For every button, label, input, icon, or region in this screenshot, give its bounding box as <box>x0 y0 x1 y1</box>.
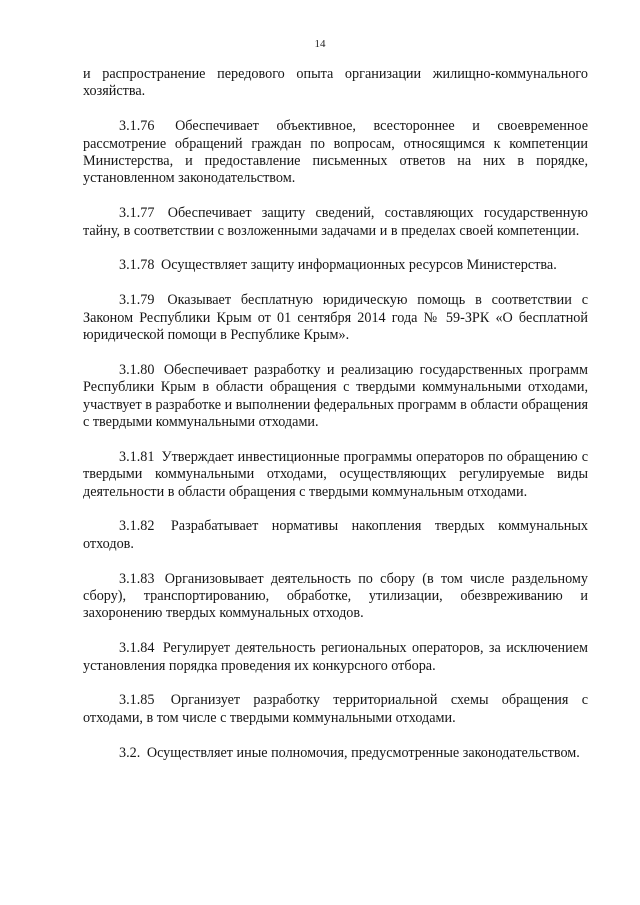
paragraph-text: Осуществляет защиту информационных ресурсов Министерства. <box>161 257 557 274</box>
paragraph-number: 3.1.83 <box>119 570 155 587</box>
paragraph-text: и распространение передового опыта организации жилищно-коммунального хозяйства. <box>83 66 588 100</box>
paragraph-number: 3.2. <box>119 744 141 761</box>
paragraph-3-2 <box>83 745 588 762</box>
paragraph-number: 3.1.77 <box>119 205 155 222</box>
paragraph-3-1-82 <box>83 518 588 553</box>
paragraph-3-1-78 <box>83 257 588 274</box>
paragraph-continuation <box>83 66 588 101</box>
paragraph-text: Обеспечивает защиту сведений, составляющих государственную тайну, в соответствии с возложенными задачами и в пределах своей компетенции. <box>83 205 589 239</box>
paragraph-3-1-80 <box>83 362 588 432</box>
paragraph-text: Утверждает инвестиционные программы операторов по обращению с твердыми коммунальными отходами, осуществляющих регулируемые виды деятельности в области обращения с твердыми коммунальным отходами. <box>83 448 589 500</box>
paragraph-text: Обеспечивает объективное, всестороннее и своевременное рассмотрение обращений граждан по вопросам, относящимся к компетенции Министерства, и предоставление письменных ответов на них в порядке, установленном законодательством. <box>83 118 588 187</box>
document-body <box>83 66 588 779</box>
paragraph-number: 3.1.76 <box>119 118 155 135</box>
paragraph-text: Обеспечивает разработку и реализацию государственных программ Республики Крым в области обращения с твердыми коммунальными отходами, участвует в разработке и выполнении федеральных программ в области обращения с твердыми коммунальными отходами. <box>83 361 588 431</box>
paragraph-3-1-81 <box>83 449 588 501</box>
paragraph-number: 3.1.81 <box>119 448 155 465</box>
paragraph-number: 3.1.85 <box>119 692 155 709</box>
paragraph-text: Осуществляет иные полномочия, предусмотренные законодательством. <box>146 744 580 761</box>
paragraph-number: 3.1.79 <box>119 292 155 309</box>
paragraph-number: 3.1.84 <box>119 640 155 657</box>
paragraph-text: Разрабатывает нормативы накопления твердых коммунальных отходов. <box>83 518 589 552</box>
page-number: 14 <box>314 38 326 50</box>
paragraph-text: Регулирует деятельность региональных операторов, за исключением установления порядка проведения их конкурсного отбора. <box>83 640 589 674</box>
paragraph-3-1-85 <box>83 692 588 727</box>
paragraph-text: Организовывает деятельность по сбору (в том числе раздельному сбору), транспортированию, обработке, утилизации, обезвреживанию и захоронению твердых коммунальных отходов. <box>83 570 588 622</box>
paragraph-number: 3.1.80 <box>119 361 155 378</box>
paragraph-3-1-84 <box>83 640 588 675</box>
paragraph-3-1-83 <box>83 571 588 623</box>
paragraph-text: Оказывает бесплатную юридическую помощь в соответствии с Законом Республики Крым от 01 сентября 2014 года № 59-ЗРК «О бесплатной юридической помощи в Республике Крым». <box>83 292 589 344</box>
paragraph-3-1-76 <box>83 118 588 188</box>
paragraph-3-1-79 <box>83 292 588 344</box>
paragraph-number: 3.1.78 <box>119 257 155 274</box>
paragraph-3-1-77 <box>83 205 588 240</box>
paragraph-number: 3.1.82 <box>119 518 155 535</box>
paragraph-text: Организует разработку территориальной схемы обращения с отходами, в том числе с твердыми коммунальными отходами. <box>83 692 588 726</box>
